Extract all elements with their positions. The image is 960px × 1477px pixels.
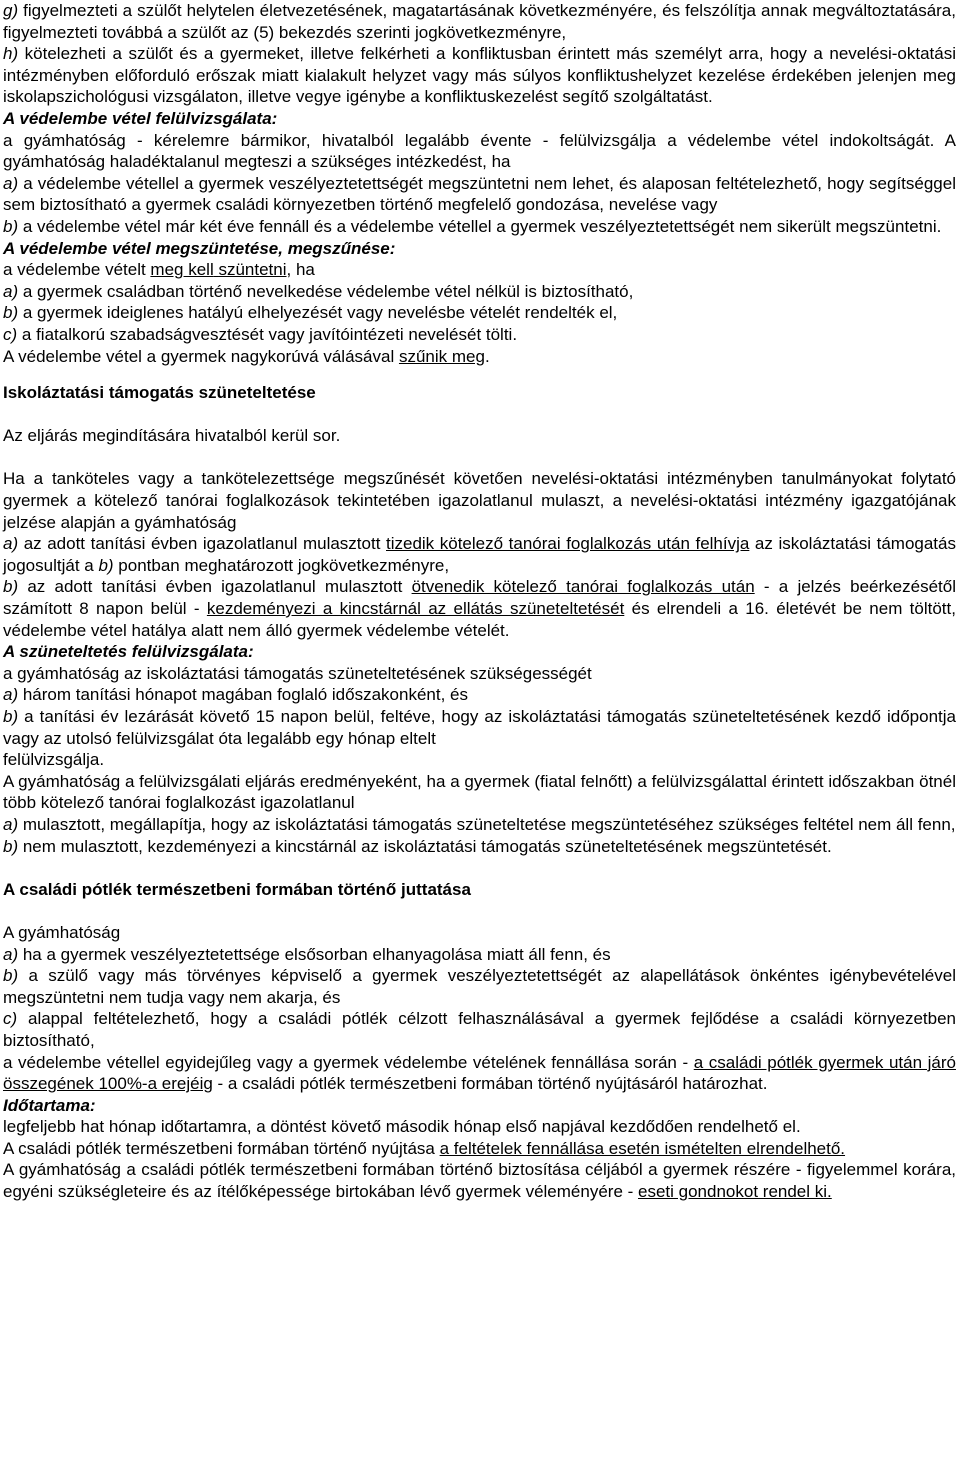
section-heading-review: A védelembe vétel felülvizsgálata: — [3, 108, 278, 128]
termination-intro: a védelembe vételt meg kell szüntetni, ha — [3, 260, 315, 280]
item-label: h) — [3, 44, 19, 64]
termination-item-c: c) a fiatalkorú szabadságvesztését vagy javítóintézeti nevelését tölti. — [3, 324, 518, 344]
family-intro: A gyámhatóság — [3, 922, 121, 942]
school-item-a: a) az adott tanítási évben igazolatlanul mulasztott tizedik kötelező tanórai foglalkozás után felhívja az iskoláztatási támogatás jogosultját a b) pontban meghatározott jogkövetkezményre, — [3, 534, 956, 575]
school-start: Az eljárás megindítására hivatalból kerül sor. — [3, 426, 341, 446]
school-result-item-b: b) nem mulasztott, kezdeményezi a kincstárnál az iskoláztatási támogatás szüneteltetésének megszüntetését. — [3, 836, 832, 856]
duration-text: legfeljebb hat hónap időtartamra, a döntést követő második hónap első napjával kezdődően rendelhető el. — [3, 1117, 801, 1137]
family-item-b: b) a szülő vagy más törvényes képviselő a gyermek veszélyeztetettségét az alapellátások önkéntes igénybevételével megszüntetni nem tudja vagy nem akarja, és — [3, 966, 956, 1007]
item-h — [3, 43, 956, 108]
family-item-c: c) alappal feltételezhető, hogy a családi pótlék célzott felhasználásával a gyermek fejlődése a családi környezetben biztosítható, — [3, 1009, 956, 1050]
family-item-a: a) ha a gyermek veszélyeztetettsége elsősorban elhanyagolása miatt áll fenn, és — [3, 944, 611, 964]
termination-end: A védelembe vétel a gyermek nagykorúvá válásával szűnik meg. — [3, 346, 490, 366]
school-result-paragraph: A gyámhatóság a felülvizsgálati eljárás eredményeként, ha a gyermek (fiatal felnőtt) a felülvizsgálattal érintett időszakban ötnél több kötelező tanórai foglalkozást igazolatlanul — [3, 771, 956, 813]
repeat-text: A családi pótlék természetbeni formában történő nyújtása a feltételek fennállása esetén ismételten elrendelhető. — [3, 1138, 846, 1158]
section-heading-termination: A védelembe vétel megszüntetése, megszűnése: — [3, 238, 396, 258]
review-item-b: b) a védelembe vétel már két éve fennáll és a védelembe vétellel a gyermek veszélyeztetettségét nem sikerült megszüntetni. — [3, 216, 942, 236]
suspension-review-end: felülvizsgálja. — [3, 750, 105, 770]
review-item-a: a) a védelembe vétellel a gyermek veszélyeztetettségét megszüntetni nem lehet, és alaposan feltételezhető, hogy segítséggel sem biztosítható a gyermek családi környezetben történő megfelelő gondozása, nevelése vagy — [3, 173, 956, 215]
suspension-review-item-b: b) a tanítási év lezárását követő 15 napon belül, feltéve, hogy az iskoláztatási támogatás szüneteltetésének kezdő időpontja vagy az utolsó felülvizsgálat óta legalább egy hónap eltelt — [3, 707, 956, 748]
termination-item-b: b) a gyermek ideiglenes hatályú elhelyezését vagy nevelésbe vételét rendelték el, — [3, 303, 618, 323]
item-text: figyelmezteti a szülőt helytelen életvezetésének, magatartásának következményére, és felszólítja annak megváltoztatására, figyelmezteti továbbá a szülőt az (5) bekezdés szerinti jogkövetkezményre, — [3, 1, 956, 42]
item-text: kötelezheti a szülőt és a gyermeket, illetve felkérheti a konfliktusban érintett más személyt arra, hogy a nevelési-oktatási intézményben előforduló erőszak miatt kialakult helyzet vagy más súlyos konfliktushelyzet kezelése érdekében jelenjen meg iskolapszichológusi vizsgálaton, illetve vegye igénybe a konfliktuskezelést segítő szolgáltatást. — [3, 44, 956, 107]
section-title-family: A családi pótlék természetbeni formában történő juttatása — [3, 879, 471, 899]
item-g — [3, 0, 956, 43]
guardian-text: A gyámhatóság a családi pótlék természetbeni formában történő biztosítása céljából a gyermek részére - figyelemmel korára, egyéni szükségleteire és az ítélőképessége birtokában lévő gyermek véleményére - eseti gondnokot rendel ki. — [3, 1160, 956, 1202]
school-result-item-a: a) mulasztott, megállapítja, hogy az iskoláztatási támogatás szüneteltetése megszüntetéséhez szükséges feltétel nem áll fenn, — [3, 814, 956, 834]
suspension-review-intro: a gyámhatóság az iskoláztatási támogatás szüneteltetésének szükségességét — [3, 663, 592, 683]
termination-item-a: a) a gyermek családban történő nevelkedése védelembe vétel nélkül is biztosítható, — [3, 281, 634, 301]
section-title-school: Iskoláztatási támogatás szüneteltetése — [3, 383, 316, 403]
item-label: g) — [3, 1, 19, 20]
suspension-review-item-a: a) három tanítási hónapot magában foglaló időszakonként, és — [3, 685, 468, 705]
review-text: a gyámhatóság - kérelemre bármikor, hivatalból legalább évente - felülvizsgálja a védelembe vétel indokoltságát. A gyámhatóság haladéktalanul megteszi a szükséges intézkedést, ha — [3, 130, 956, 172]
section-heading-duration: Időtartama: — [3, 1095, 96, 1115]
school-paragraph: Ha a tanköteles vagy a tankötelezettsége megszűnését követően nevelési-oktatási intézményben tanulmányokat folytató gyermek a kötelező tanórai foglalkozások tekintetében igazolatlanul mulaszt, a nevelési-oktatási intézmény igazgatójának jelzése alapján a gyámhatóság — [3, 469, 956, 532]
section-heading-suspension-review: A szüneteltetés felülvizsgálata: — [3, 642, 254, 662]
family-decision: a védelembe vétellel egyidejűleg vagy a gyermek védelembe vételének fennállása során - a családi pótlék gyermek után járó összegének 100%-a erejéig - a családi pótlék természetbeni formában történő nyújtásáról határozhat. — [3, 1052, 956, 1094]
school-item-b: b) az adott tanítási évben igazolatlanul mulasztott ötvenedik kötelező tanórai foglalkozás után - a jelzés beérkezésétől számított 8 napon belül - kezdeményezi a kincstárnál az ellátás szüneteltetését és elrendeli a 16. életévét be nem töltött, védelembe vétel hatálya alatt nem álló gyermek védelembe vételét. — [3, 577, 956, 640]
